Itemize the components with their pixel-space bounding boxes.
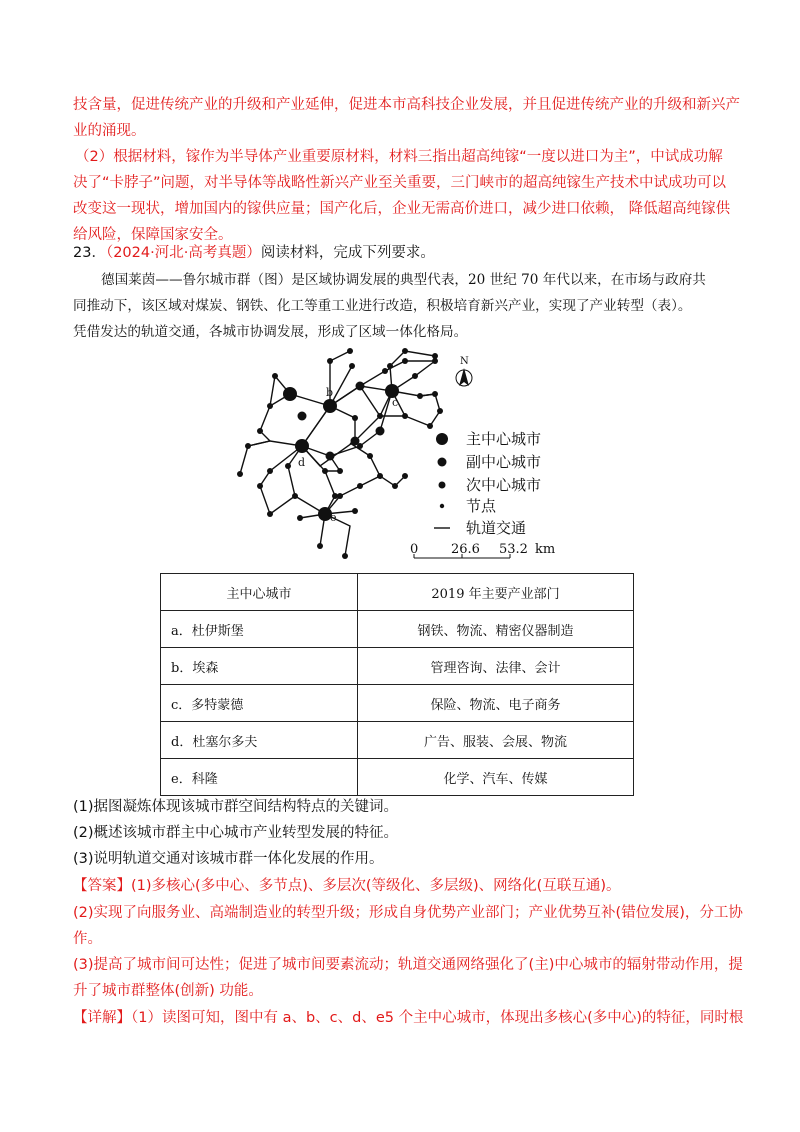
- table-cell: 保险、物流、电子商务: [358, 685, 634, 722]
- city-cluster-map: [230, 346, 570, 570]
- passage-line: 同推动下，该区域对煤炭、钢铁、化工等重工业进行改造，积极培育新兴产业，实现了产业转型（表）。: [73, 298, 692, 314]
- scale-label: 53.2: [499, 542, 528, 557]
- scale-label: 26.6: [451, 542, 480, 557]
- table-cell: b．埃森: [161, 648, 358, 685]
- scale-label: 0: [410, 542, 419, 557]
- question-number: 23．: [73, 245, 106, 261]
- table-cell: 化学、汽车、传媒: [358, 759, 634, 796]
- table-row: [161, 648, 634, 685]
- table-cell: c．多特蒙德: [161, 685, 358, 722]
- table-row: [161, 685, 634, 722]
- table-cell: 钢铁、物流、精密仪器制造: [358, 611, 634, 648]
- answer-line: 升了城市群整体(创新) 功能。: [73, 983, 263, 999]
- detail-tag: 【详解】: [73, 1010, 131, 1026]
- map-legend: [434, 430, 541, 537]
- legend-item: 副中心城市: [466, 453, 542, 471]
- passage-line: 德国莱茵——鲁尔城市群（图）是区域协调发展的典型代表，20 世纪 70 年代以来，在市场与政府共: [101, 272, 706, 288]
- north-arrow-icon: [456, 356, 472, 386]
- answer-line: (3)提高了城市间可达性；促进了城市间要素流动；轨道交通网络强化了(主)中心城市的辐射带动作用，提: [73, 957, 743, 973]
- table-header-row: [161, 574, 634, 611]
- city-label-e: e: [330, 511, 337, 524]
- city-label-c: c: [392, 396, 399, 409]
- sub-question: (2)概述该城市群主中心城市产业转型发展的特征。: [73, 825, 399, 841]
- answer-line: （2）根据材料，镓作为半导体产业重要原材料，材料三指出超高纯镓“一度以进口为主”，中试成功解: [75, 149, 723, 165]
- svg-text:N: N: [460, 356, 469, 367]
- sub-question: (1)据图凝炼体现该城市群空间结构特点的关键词。: [73, 799, 399, 815]
- city-b-marker: [323, 399, 337, 413]
- scale-bar: [410, 542, 555, 558]
- nodes: [237, 348, 443, 559]
- table-header: 2019 年主要产业部门: [358, 574, 634, 611]
- legend-item: 轨道交通: [466, 519, 527, 537]
- legend-node-icon: [440, 504, 444, 508]
- answer-line: (1)多核心(多中心、多节点)、多层次(等级化、多层级)、网络化(互联互通)。: [131, 878, 621, 894]
- table-cell: e．科隆: [161, 759, 358, 796]
- legend-sub-center-icon: [438, 458, 447, 467]
- table-row: [161, 759, 634, 796]
- scale-unit: km: [535, 542, 556, 557]
- answer-line: (2)实现了向服务业、高端制造业的转型升级；形成自身优势产业部门；产业优势互补(错位发展)，分工协: [73, 905, 743, 921]
- city-d-marker: [295, 439, 309, 453]
- detail-line: [73, 1008, 743, 1028]
- table-header: 主中心城市: [161, 574, 358, 611]
- passage-line: 凭借发达的轨道交通，各城市协调发展，形成了区域一体化格局。: [73, 324, 468, 340]
- answer-tag: 【答案】: [73, 878, 131, 894]
- table-cell: 管理咨询、法律、会计: [358, 648, 634, 685]
- question-source: （2024·河北·高考真题）: [105, 245, 261, 261]
- table-row: [161, 722, 634, 759]
- industry-table: [160, 573, 634, 796]
- legend-secondary-center-icon: [439, 482, 446, 489]
- answer-line: 给风险，保障国家安全。: [73, 227, 233, 243]
- city-label-a: a: [286, 388, 293, 401]
- question-prompt: 阅读材料，完成下列要求。: [260, 245, 435, 261]
- table-row: [161, 611, 634, 648]
- city-label-b: b: [326, 386, 334, 399]
- answer-line: 业的涌现。: [73, 123, 146, 139]
- legend-item: 次中心城市: [466, 476, 542, 494]
- answer-first-line: [73, 876, 620, 896]
- detail-text: （1）读图可知，图中有 a、b、c、d、e5 个主中心城市，体现出多核心(多中心)的特征，同时根: [131, 1010, 744, 1026]
- answer-line: 改变这一现状，增加国内的镓供应量；国产化后，企业无需高价进口，减少进口依赖， 降低超高纯镓供: [73, 201, 731, 217]
- rail-network: [240, 351, 440, 556]
- table-cell: 广告、服装、会展、物流: [358, 722, 634, 759]
- legend-item: 主中心城市: [466, 430, 542, 448]
- table-cell: d．杜塞尔多夫: [161, 722, 358, 759]
- legend-item: 节点: [466, 497, 497, 515]
- question-header: [73, 243, 435, 263]
- city-label-d: d: [298, 456, 306, 469]
- answer-line: 作。: [73, 931, 102, 947]
- answer-line: 技含量，促进传统产业的升级和产业延伸，促进本市高科技企业发展，并且促进传统产业的升级和新兴产: [73, 97, 740, 113]
- answer-line: 决了“卡脖子”问题，对半导体等战略性新兴产业至关重要，三门峡市的超高纯镓生产技术中试成功可以: [73, 175, 727, 191]
- table-cell: a．杜伊斯堡: [161, 611, 358, 648]
- legend-main-center-icon: [436, 433, 448, 445]
- sub-question: (3)说明轨道交通对该城市群一体化发展的作用。: [73, 851, 384, 867]
